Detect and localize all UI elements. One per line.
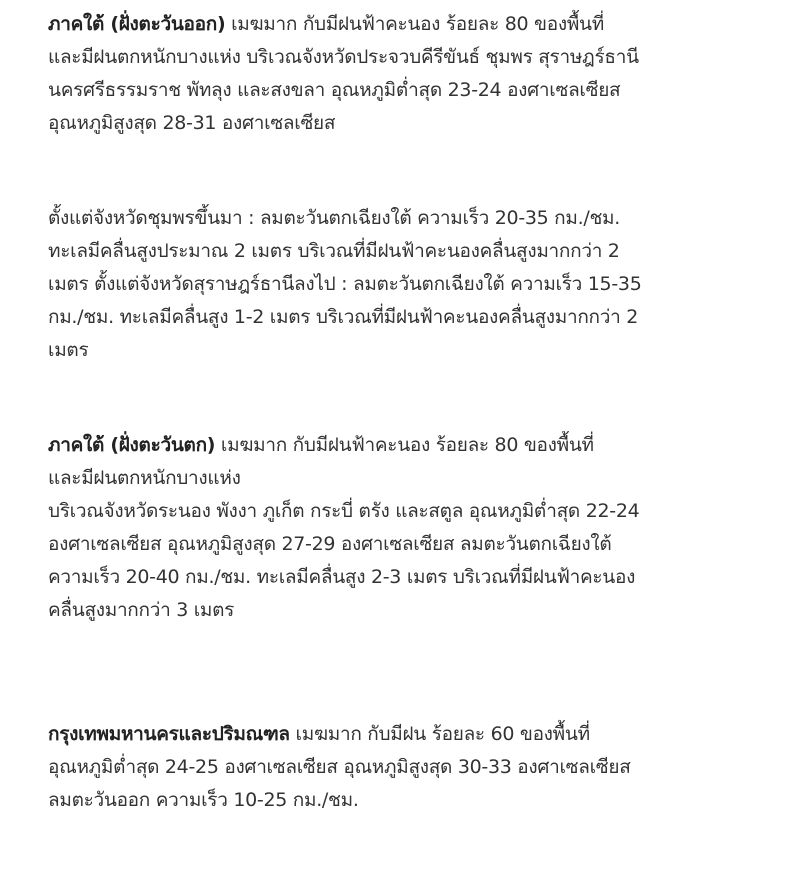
text-line: นครศรีธรรมราช พัทลุง และสงขลา อุณหภูมิต่ำสุด 23-24 องศาเซลเซียส <box>48 79 621 101</box>
region-heading: ภาคใต้ (ฝั่งตะวันออก) <box>48 13 226 35</box>
text-line: เมตร <box>48 339 89 361</box>
text-segment: เมฆมาก กับมีฝน ร้อยละ 60 ของพื้นที่ <box>289 723 590 745</box>
region-heading: กรุงเทพมหานครและปริมณฑล <box>48 723 290 745</box>
text-line <box>48 8 763 41</box>
text-line: ทะเลมีคลื่นสูงประมาณ 2 เมตร บริเวณที่มีฝนฟ้าคะนองคลื่นสูงมากกว่า 2 <box>48 240 620 262</box>
text-line: ความเร็ว 20-40 กม./ชม. ทะเลมีคลื่นสูง 2-3 เมตร บริเวณที่มีฝนฟ้าคะนอง <box>48 566 636 588</box>
region-heading: ภาคใต้ (ฝั่งตะวันตก) <box>48 434 216 456</box>
text-line: บริเวณจังหวัดระนอง พังงา ภูเก็ต กระบี่ ตรัง และสตูล อุณหภูมิต่ำสุด 22-24 <box>48 500 640 522</box>
text-line: เมตร ตั้งแต่จังหวัดสุราษฎร์ธานีลงไป : ลมตะวันตกเฉียงใต้ ความเร็ว 15-35 <box>48 273 642 295</box>
text-line: องศาเซลเซียส อุณหภูมิสูงสุด 27-29 องศาเซลเซียส ลมตะวันตกเฉียงใต้ <box>48 533 612 555</box>
text-line: และมีฝนตกหนักบางแห่ง <box>48 467 241 489</box>
forecast-gulf-winds-waves <box>48 202 763 367</box>
text-line <box>48 718 763 751</box>
text-line: ลมตะวันออก ความเร็ว 10-25 กม./ชม. <box>48 789 359 811</box>
text-segment: เมฆมาก กับมีฝนฟ้าคะนอง ร้อยละ 80 ของพื้นที่ <box>215 434 594 456</box>
text-line: อุณหภูมิต่ำสุด 24-25 องศาเซลเซียส อุณหภูมิสูงสุด 30-33 องศาเซลเซียส <box>48 756 631 778</box>
text-line <box>48 429 763 462</box>
forecast-bangkok-metro <box>48 718 763 817</box>
text-segment: เมฆมาก กับมีฝนฟ้าคะนอง ร้อยละ 80 ของพื้นที่ <box>225 13 604 35</box>
forecast-south-east-coast <box>48 8 763 140</box>
forecast-south-west-coast <box>48 429 763 627</box>
text-line: อุณหภูมิสูงสุด 28-31 องศาเซลเซียส <box>48 112 336 134</box>
text-line: กม./ชม. ทะเลมีคลื่นสูง 1-2 เมตร บริเวณที่มีฝนฟ้าคะนองคลื่นสูงมากกว่า 2 <box>48 306 639 328</box>
text-line: และมีฝนตกหนักบางแห่ง บริเวณจังหวัดประจวบคีรีขันธ์ ชุมพร สุราษฎร์ธานี <box>48 46 639 68</box>
text-line: คลื่นสูงมากกว่า 3 เมตร <box>48 599 235 621</box>
text-line: ตั้งแต่จังหวัดชุมพรขึ้นมา : ลมตะวันตกเฉียงใต้ ความเร็ว 20-35 กม./ชม. <box>48 207 621 229</box>
